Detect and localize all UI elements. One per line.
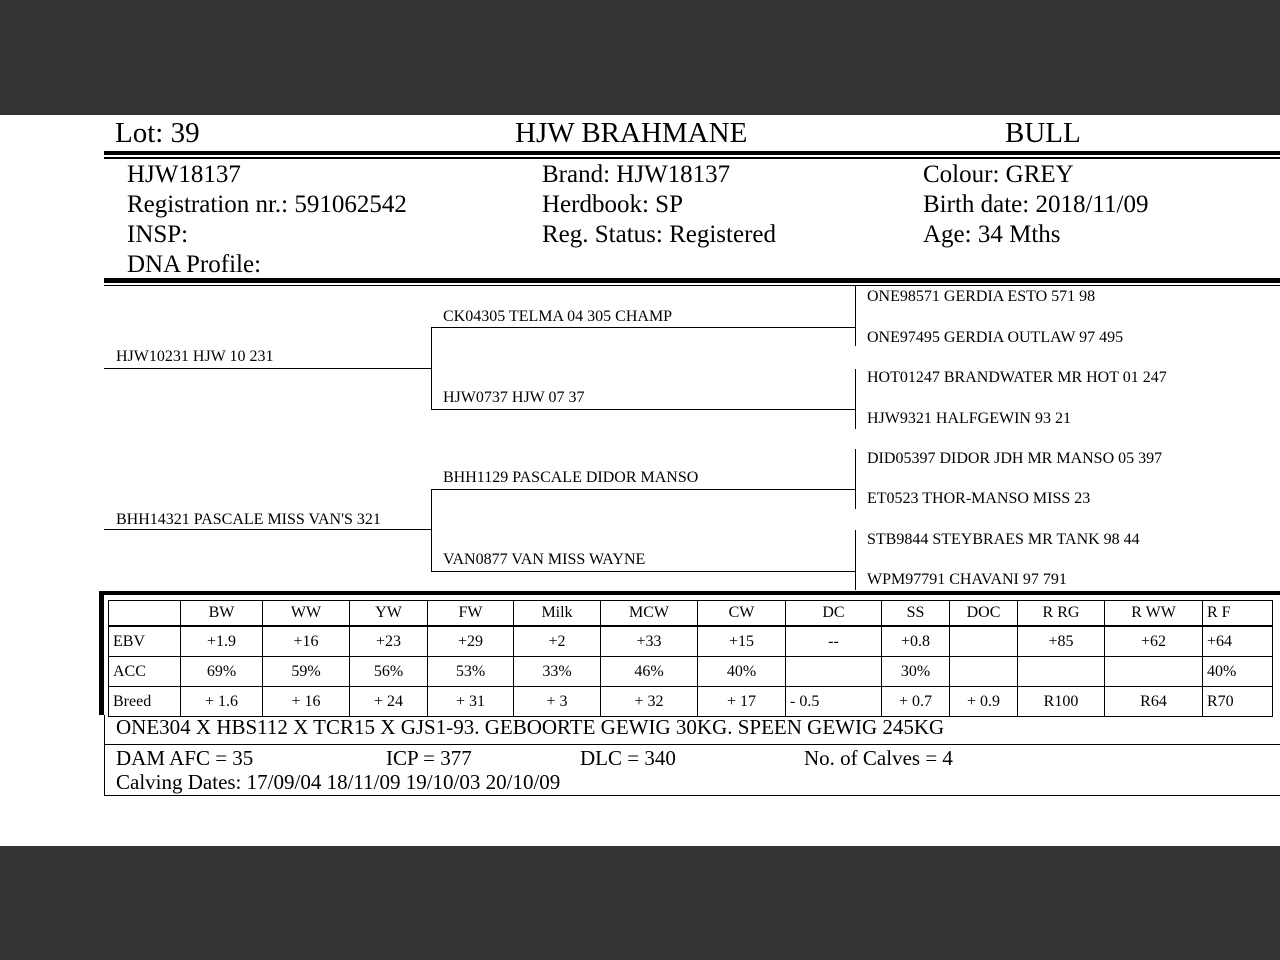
header-cell: R F	[1203, 601, 1273, 627]
insp: INSP:	[127, 221, 189, 248]
table-cell: +15	[698, 626, 786, 657]
table-cell: 40%	[698, 657, 786, 687]
table-row	[109, 687, 1273, 717]
table-cell: 56%	[350, 657, 428, 687]
table-cell: +33	[601, 626, 698, 657]
table-row	[109, 626, 1273, 657]
herdbook: Herdbook: SP	[542, 191, 683, 218]
table-cell: +62	[1105, 626, 1203, 657]
pedigree-gg: HJW9321 HALFGEWIN 93 21	[867, 410, 1071, 427]
ebv-table	[108, 600, 1273, 717]
table-cell: R64	[1105, 687, 1203, 717]
pedigree-line	[431, 327, 855, 328]
table-cell: R100	[1018, 687, 1105, 717]
header-cell: R RG	[1018, 601, 1105, 627]
table-cell: 30%	[882, 657, 950, 687]
table-cell: + 17	[698, 687, 786, 717]
row-label: Breed	[109, 687, 181, 717]
table-cell: + 0.9	[950, 687, 1018, 717]
pedigree-line	[431, 409, 855, 410]
header-cell: R WW	[1105, 601, 1203, 627]
pedigree-line	[431, 571, 855, 572]
divider	[104, 157, 1280, 159]
number-of-calves: No. of Calves = 4	[804, 746, 953, 770]
animal-sex: BULL	[1005, 117, 1081, 149]
pedigree-sire-dam: HJW0737 HJW 07 37	[443, 389, 585, 406]
table-cell	[1105, 657, 1203, 687]
pedigree-line	[431, 489, 855, 490]
pedigree-dam-dam: VAN0877 VAN MISS WAYNE	[443, 551, 646, 568]
table-frame	[99, 591, 104, 715]
header-cell: DOC	[950, 601, 1018, 627]
row-label: EBV	[109, 626, 181, 657]
dna-profile: DNA Profile:	[127, 251, 262, 278]
pedigree-sire: HJW10231 HJW 10 231	[116, 348, 274, 365]
pedigree-line	[104, 368, 431, 369]
divider	[105, 744, 1280, 745]
table-cell: +23	[350, 626, 428, 657]
pedigree-bracket	[855, 369, 856, 429]
header-cell: MCW	[601, 601, 698, 627]
table-cell: 40%	[1203, 657, 1273, 687]
info-column-registry	[542, 160, 776, 250]
pedigree-dam-sire: BHH1129 PASCALE DIDOR MANSO	[443, 469, 699, 486]
table-cell: + 1.6	[181, 687, 263, 717]
pedigree-gg: ONE97495 GERDIA OUTLAW 97 495	[867, 329, 1124, 346]
divider	[104, 285, 1280, 286]
table-cell	[1018, 657, 1105, 687]
table-cell: + 24	[350, 687, 428, 717]
dam-afc: DAM AFC = 35	[116, 746, 254, 770]
cross-note: ONE304 X HBS112 X TCR15 X GJS1-93. GEBOORTE GEWIG 30KG. SPEEN GEWIG 245KG	[116, 715, 945, 739]
table-cell: +16	[263, 626, 350, 657]
pedigree-gg: ET0523 THOR-MANSO MISS 23	[867, 490, 1091, 507]
pedigree-bracket	[855, 449, 856, 509]
pedigree-sire-sire: CK04305 TELMA 04 305 CHAMP	[443, 308, 673, 325]
header-cell: SS	[882, 601, 950, 627]
pedigree-gg: ONE98571 GERDIA ESTO 571 98	[867, 288, 1096, 305]
pedigree-line	[104, 529, 431, 530]
header-cell	[109, 601, 181, 627]
divider	[104, 151, 1280, 155]
table-cell: --	[786, 626, 882, 657]
animal-id: HJW18137	[127, 161, 241, 188]
pedigree-bracket	[855, 530, 856, 590]
table-cell: + 16	[263, 687, 350, 717]
table-cell: + 31	[428, 687, 514, 717]
table-cell	[950, 626, 1018, 657]
birth-date: Birth date: 2018/11/09	[923, 191, 1149, 218]
pedigree-gg: HOT01247 BRANDWATER MR HOT 01 247	[867, 369, 1167, 386]
table-cell	[786, 657, 882, 687]
colour: Colour: GREY	[923, 161, 1074, 188]
pedigree-bracket	[855, 286, 856, 346]
info-column-ids	[127, 160, 407, 280]
table-frame	[99, 591, 1280, 595]
header-cell: DC	[786, 601, 882, 627]
table-cell: +1.9	[181, 626, 263, 657]
table-row	[109, 657, 1273, 687]
animal-name: HJW BRAHMANE	[515, 117, 748, 149]
divider	[104, 278, 1280, 283]
reg-status: Reg. Status: Registered	[542, 221, 776, 248]
table-cell: +85	[1018, 626, 1105, 657]
table-cell: 33%	[514, 657, 601, 687]
header-cell: CW	[698, 601, 786, 627]
lot-sheet	[0, 115, 1280, 846]
icp: ICP = 377	[386, 746, 472, 770]
info-column-details	[923, 160, 1148, 250]
table-cell: 46%	[601, 657, 698, 687]
header-cell: BW	[181, 601, 263, 627]
age: Age: 34 Mths	[923, 221, 1061, 248]
table-cell: 53%	[428, 657, 514, 687]
table-cell: +0.8	[882, 626, 950, 657]
table-header-row	[109, 601, 1273, 627]
table-cell: +64	[1203, 626, 1273, 657]
pedigree-gg: WPM97791 CHAVANI 97 791	[867, 571, 1067, 588]
header-cell: YW	[350, 601, 428, 627]
pedigree-gg: STB9844 STEYBRAES MR TANK 98 44	[867, 531, 1140, 548]
header-cell: FW	[428, 601, 514, 627]
calving-dates: Calving Dates: 17/09/04 18/11/09 19/10/03 20/10/09	[116, 770, 561, 794]
pedigree-bracket	[431, 327, 432, 409]
pedigree-gg: DID05397 DIDOR JDH MR MANSO 05 397	[867, 450, 1163, 467]
pedigree-dam: BHH14321 PASCALE MISS VAN'S 321	[116, 511, 381, 528]
table-cell: - 0.5	[786, 687, 882, 717]
table-cell: 59%	[263, 657, 350, 687]
row-label: ACC	[109, 657, 181, 687]
table-cell: 69%	[181, 657, 263, 687]
registration-number: Registration nr.: 591062542	[127, 191, 407, 218]
table-cell: + 32	[601, 687, 698, 717]
header-cell: Milk	[514, 601, 601, 627]
header-cell: WW	[263, 601, 350, 627]
table-cell: + 3	[514, 687, 601, 717]
table-cell: +29	[428, 626, 514, 657]
notes-box	[104, 715, 1280, 796]
lot-number: Lot: 39	[115, 117, 200, 149]
dlc: DLC = 340	[580, 746, 676, 770]
table-cell: + 0.7	[882, 687, 950, 717]
table-cell: +2	[514, 626, 601, 657]
pedigree-bracket	[431, 489, 432, 571]
table-cell: R70	[1203, 687, 1273, 717]
brand: Brand: HJW18137	[542, 161, 731, 188]
table-cell	[950, 657, 1018, 687]
